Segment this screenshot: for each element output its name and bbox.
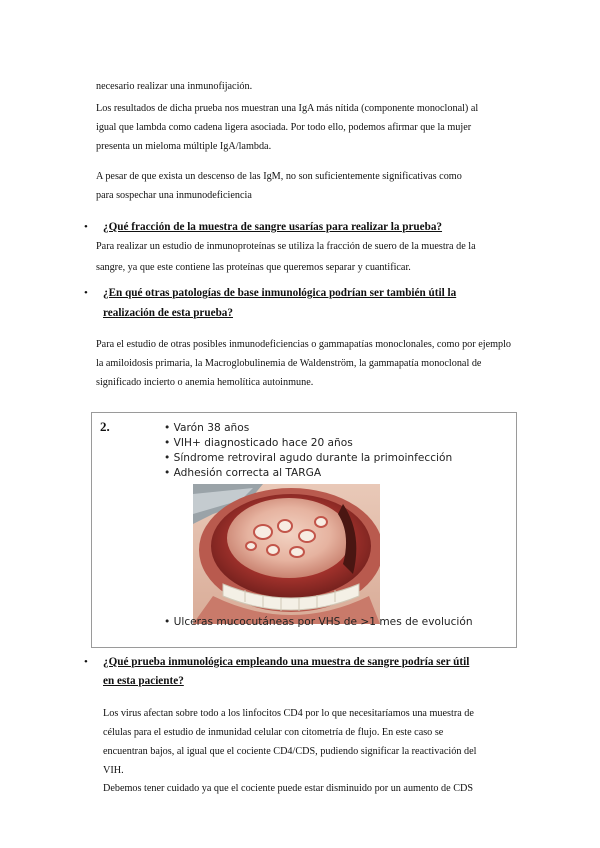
bullet-icon: • [84, 287, 88, 299]
answer-line: Para el estudio de otras posibles inmunodeficiencias o gammapatías monoclonales, como por ejemplo [96, 339, 512, 350]
answer-line: células para el estudio de inmunidad celular con citometría de flujo. En este caso se [103, 727, 444, 738]
paragraph-line: igual que lambda como cadena ligera asociada. Por todo ello, podemos afirmar que la mujer [96, 122, 472, 133]
question-heading: ¿Qué fracción de la muestra de sangre usarías para realizar la prueba? [103, 221, 443, 233]
answer-line: significado incierto o anemia hemolítica autoinmune. [96, 377, 314, 388]
question-heading: realización de esta prueba? [103, 307, 233, 319]
paragraph-line: A pesar de que exista un descenso de las IgM, no son suficientemente significativas como [96, 171, 462, 182]
paragraph-line: presenta un mieloma múltiple IgA/lambda. [96, 141, 272, 152]
paragraph-line: Los resultados de dicha prueba nos muestran una IgA más nítida (componente monoclonal) al [96, 103, 479, 114]
figure-item: • Varón 38 años [164, 422, 250, 434]
paragraph-line: necesario realizar una inmunofijación. [96, 81, 253, 92]
question-heading: en esta paciente? [103, 675, 184, 687]
figure-item: • VIH+ diagnosticado hace 20 años [164, 437, 353, 449]
answer-line: Debemos tener cuidado ya que el cociente puede estar disminuido por un aumento de CDS [103, 783, 474, 794]
bullet-icon: • [84, 656, 88, 668]
figure-number: 2. [100, 419, 110, 434]
answer-line: VIH. [103, 765, 124, 776]
question-heading: ¿Qué prueba inmunológica empleando una muestra de sangre podría ser útil [103, 656, 470, 668]
bullet-icon: • [84, 221, 88, 233]
figure-caption: • Ulceras mucocutáneas por VHS de >1 mes de evolución [164, 616, 473, 628]
answer-line: sangre, ya que este contiene las proteínas que queremos separar y cuantificar. [96, 262, 411, 273]
question-heading: ¿En qué otras patologías de base inmunológica podrían ser también útil la [103, 287, 457, 299]
answer-line: encuentran bajos, al igual que el cociente CD4/CDS, pudiendo significar la reactivación del [103, 746, 477, 757]
figure-item: • Adhesión correcta al TARGA [164, 467, 322, 479]
figure-item: • Síndrome retroviral agudo durante la primoinfección [164, 452, 453, 464]
oral-ulcer-photo [193, 484, 380, 624]
paragraph-line: para sospechar una inmunodeficiencia [96, 190, 252, 201]
mouth-image [193, 484, 380, 624]
clinical-case-figure [91, 412, 517, 648]
answer-line: Los virus afectan sobre todo a los linfocitos CD4 por lo que necesitaríamos una muestra de [103, 708, 474, 719]
answer-line: Para realizar un estudio de inmunoproteínas se utiliza la fracción de suero de la muestra de la [96, 241, 476, 252]
answer-line: la amiloidosis primaria, la Macroglobulinemia de Waldenström, la gammapatía monoclonal de [96, 358, 482, 369]
